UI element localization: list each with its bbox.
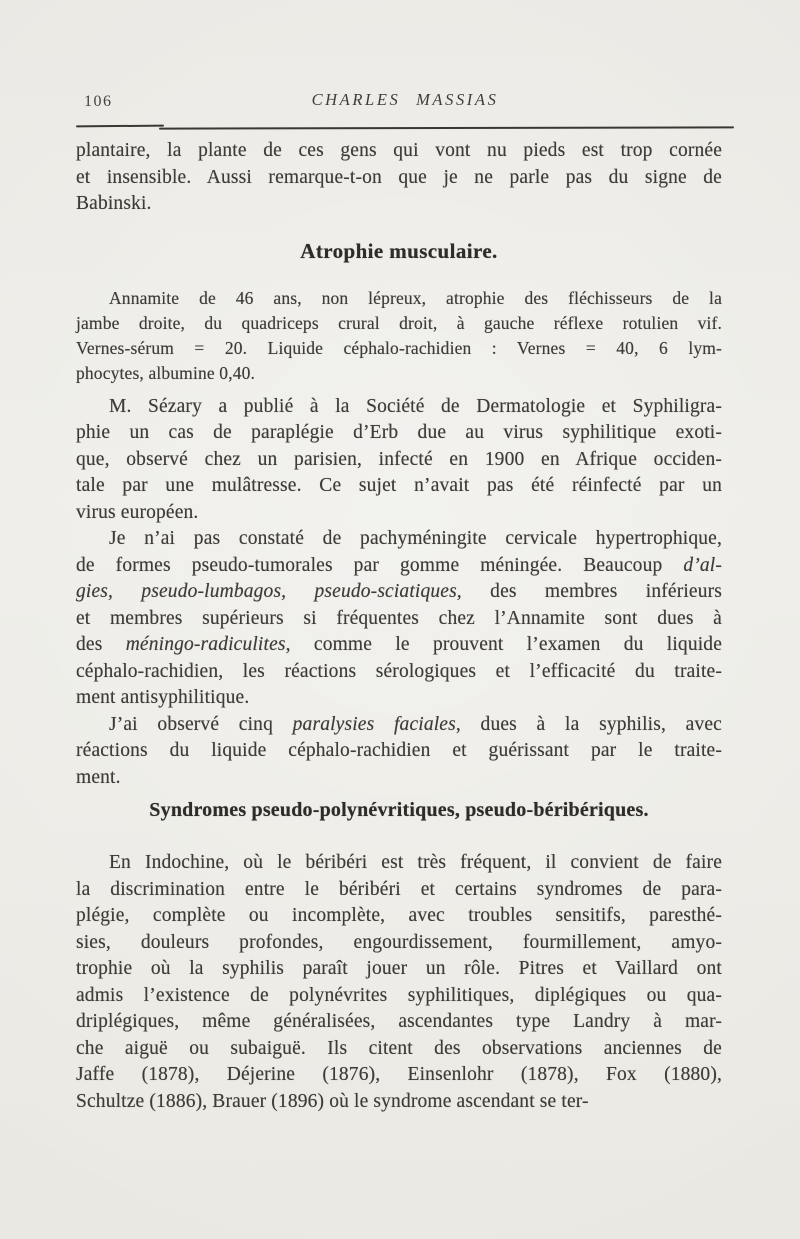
section-heading: Syndromes pseudo-polynévritiques, pseudo-béribériques. xyxy=(149,799,649,821)
text-line: plégie, complète ou incomplète, avec troubles sensitifs, paresthé- xyxy=(76,905,722,926)
text-line: En Indochine, où le béribéri est très fréquent, il convient de faire xyxy=(109,852,722,873)
header-rule-main xyxy=(159,127,734,130)
text-line: Vernes-sérum = 20. Liquide céphalo-rachidien : Vernes = 40, 6 lym- xyxy=(76,337,722,358)
page-header xyxy=(76,90,734,116)
text-line: virus européen. xyxy=(76,501,199,523)
text-line: trophie où la syphilis paraît jouer un rôle. Pitres et Vaillard ont xyxy=(76,958,722,979)
text-line: gies, pseudo-lumbagos, pseudo-sciatiques, des membres inférieurs xyxy=(76,581,722,602)
paragraph xyxy=(76,286,722,386)
text-line: plantaire, la plante de ces gens qui vont nu pieds est trop cornée xyxy=(76,140,722,161)
text-line: driplégiques, même généralisées, ascendantes type Landry à mar- xyxy=(76,1011,722,1032)
text-line: phie un cas de paraplégie d’Erb due au virus syphilitique exoti- xyxy=(76,422,722,443)
text-line: Schultze (1886), Brauer (1896) où le syndrome ascendant se ter- xyxy=(76,1090,589,1112)
text-line: que, observé chez un parisien, infecté en 1900 en Afrique occiden- xyxy=(76,448,722,470)
text-line: et membres supérieurs si fréquentes chez l’Annamite sont dues à xyxy=(76,607,722,629)
text-line: la discrimination entre le béribéri et certains syndromes de para- xyxy=(76,878,722,900)
text-line: jambe droite, du quadriceps crural droit, à gauche réflexe rotulien vif. xyxy=(76,312,722,333)
header-rule xyxy=(76,124,734,132)
text-line: et insensible. Aussi remarque-t-on que je ne parle pas du signe de xyxy=(76,166,722,188)
text-line: phocytes, albumine 0,40. xyxy=(76,362,256,383)
text-line: Annamite de 46 ans, non lépreux, atrophie des fléchisseurs de la xyxy=(109,287,722,308)
text-line: Babinski. xyxy=(76,193,152,214)
section-heading: Atrophie musculaire. xyxy=(300,238,498,263)
text-line: des méningo-radiculites, comme le prouvent l’examen du liquide xyxy=(76,634,722,655)
paragraph xyxy=(76,850,722,1115)
text-line: Jaffe (1878), Déjerine (1876), Einsenlohr (1878), Fox (1880), xyxy=(76,1064,722,1085)
header-rule-left-segment xyxy=(76,125,164,128)
running-title: CHARLES MASSIAS xyxy=(311,90,499,109)
text-line: M. Sézary a publié à la Société de Dermatologie et Syphiligra- xyxy=(109,395,722,417)
paragraph xyxy=(76,394,722,527)
paragraph xyxy=(76,712,722,792)
paragraph xyxy=(76,526,722,712)
text-line: céphalo-rachidien, les réactions sérologiques et l’efficacité du traite- xyxy=(76,660,722,682)
text-line: ment. xyxy=(76,766,121,788)
text-blocks xyxy=(76,138,722,1115)
text-line: Je n’ai pas constaté de pachyméningite cervicale hypertrophique, xyxy=(109,528,722,549)
text-line: sies, douleurs profondes, engourdissement, fourmillement, amyo- xyxy=(76,931,722,953)
page-number: 106 xyxy=(84,93,113,110)
text-line: admis l’existence de polynévrites syphilitiques, diplégiques ou qua- xyxy=(76,984,722,1006)
paragraph xyxy=(76,138,722,218)
text-line: J’ai observé cinq paralysies faciales, dues à la syphilis, avec xyxy=(109,713,722,735)
text-line: tale par une mulâtresse. Ce sujet n’avait pas été réinfecté par un xyxy=(76,475,722,496)
text-line: che aiguë ou subaiguë. Ils citent des observations anciennes de xyxy=(76,1037,722,1059)
text-line: réactions du liquide céphalo-rachidien et guérissant par le traite- xyxy=(76,740,722,761)
text-line: ment antisyphilitique. xyxy=(76,687,250,708)
text-line: de formes pseudo-tumorales par gomme méningée. Beaucoup d’al- xyxy=(76,554,722,576)
